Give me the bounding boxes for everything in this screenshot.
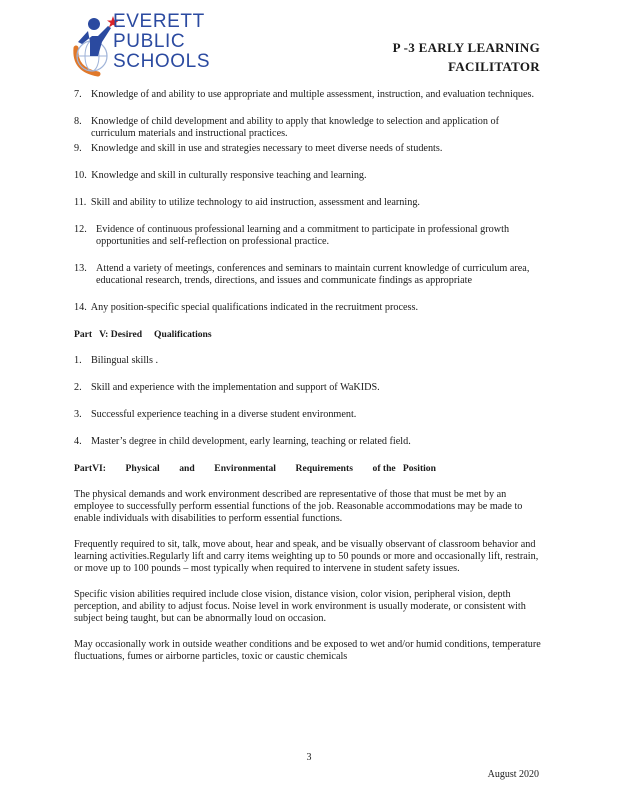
list-item <box>74 409 544 421</box>
list-item <box>74 116 544 140</box>
list-item <box>74 170 544 182</box>
heading-word: Environmental <box>214 463 276 474</box>
document-body <box>74 89 544 677</box>
section-heading-part-5: Part V: Desired Qualifications <box>74 329 212 340</box>
paragraph: The physical demands and work environment described are representative of those that must be met by an employee to successfully perform essential functions of the job. Reasonable accommodations may be made to enable individuals with disabilities to perform essential functions. <box>74 489 523 524</box>
list-item-text: Knowledge and skill in culturally responsive teaching and learning. <box>91 170 367 181</box>
list-item-number: 1. <box>74 355 82 366</box>
list-item <box>74 302 544 314</box>
paragraph: Frequently required to sit, talk, move about, hear and speak, and be visually observant of classroom behavior and learning activities.Regularly lift and carry items weighting up to 50 pounds or more and occasionally lift, restrain, or move up to 100 pounds – most typically when required to intervene in student safety issues. <box>74 539 539 574</box>
list-item-text: Skill and experience with the implementation and support of WaKIDS. <box>91 382 380 393</box>
logo-line-3: SCHOOLS <box>113 51 211 72</box>
section-heading-part-6 <box>74 463 436 475</box>
heading-word: of the Position <box>372 463 436 474</box>
list-item-number: 8. <box>74 116 82 127</box>
list-item <box>74 355 544 367</box>
list-item-text: Evidence of continuous professional learning and a commitment to participate in professional growth opportunities and self-reflection on professional practice. <box>96 224 510 247</box>
job-title-line-1: P -3 EARLY LEARNING <box>392 40 540 55</box>
list-item-text: Master’s degree in child development, early learning, teaching or related field. <box>91 436 411 447</box>
heading-word: and <box>179 463 195 474</box>
list-item-number: 14. <box>74 302 87 313</box>
list-item-number: 13. <box>74 263 87 274</box>
list-item-number: 4. <box>74 436 82 447</box>
list-item <box>74 382 544 394</box>
heading-word: Physical <box>125 463 160 474</box>
logo-figure-icon <box>68 12 118 78</box>
list-item-text: Knowledge of child development and ability to apply that knowledge to selection and application of curriculum materials and instructional practices. <box>91 116 499 139</box>
logo-line-1: EVERETT <box>113 11 205 32</box>
list-item <box>74 89 544 101</box>
list-item-number: 9. <box>74 143 82 154</box>
heading-word: Requirements <box>295 463 353 474</box>
page-number: 3 <box>306 752 312 763</box>
list-item <box>74 197 544 209</box>
list-item <box>74 143 544 155</box>
list-item-number: 7. <box>74 89 82 100</box>
list-item-text: Knowledge and skill in use and strategies necessary to meet diverse needs of students. <box>91 143 443 154</box>
paragraph: May occasionally work in outside weather conditions and be exposed to wet and/or humid conditions, temperature fluctuations, fumes or airborne particles, toxic or caustic chemicals <box>74 639 541 662</box>
district-logo <box>68 12 243 78</box>
revision-date: August 2020 <box>487 769 539 780</box>
job-title-line-2: FACILITATOR <box>448 59 540 74</box>
list-item <box>74 224 544 248</box>
list-item-number: 3. <box>74 409 82 420</box>
paragraph: Specific vision abilities required include close vision, distance vision, color vision, peripheral vision, depth perception, and ability to adjust focus. Noise level in work environment is usually moderate, or consistent with subject being taught, but can be abnormally loud on occasion. <box>74 589 526 624</box>
list-item-number: 11. <box>74 197 87 208</box>
list-item-number: 12. <box>74 224 87 235</box>
list-item-text: Successful experience teaching in a diverse student environment. <box>91 409 357 420</box>
heading-word: PartVI: <box>74 463 106 474</box>
list-item-text: Attend a variety of meetings, conferences and seminars to maintain current knowledge of curriculum area, educational research, trends, directions, and issues and communicate findings as appropriate <box>96 263 530 286</box>
job-title <box>393 38 540 76</box>
list-item-text: Knowledge of and ability to use appropriate and multiple assessment, instruction, and evaluation techniques. <box>91 89 535 100</box>
list-item-text: Skill and ability to utilize technology to aid instruction, assessment and learning. <box>90 197 420 208</box>
list-item <box>74 436 544 448</box>
list-item-text: Any position-specific special qualifications indicated in the recruitment process. <box>90 302 419 313</box>
list-item <box>74 263 544 287</box>
list-item-number: 10. <box>74 170 87 181</box>
list-item-number: 2. <box>74 382 82 393</box>
list-item-text: Bilingual skills . <box>91 355 159 366</box>
logo-line-2: PUBLIC <box>113 31 186 52</box>
logo-text <box>113 12 210 72</box>
